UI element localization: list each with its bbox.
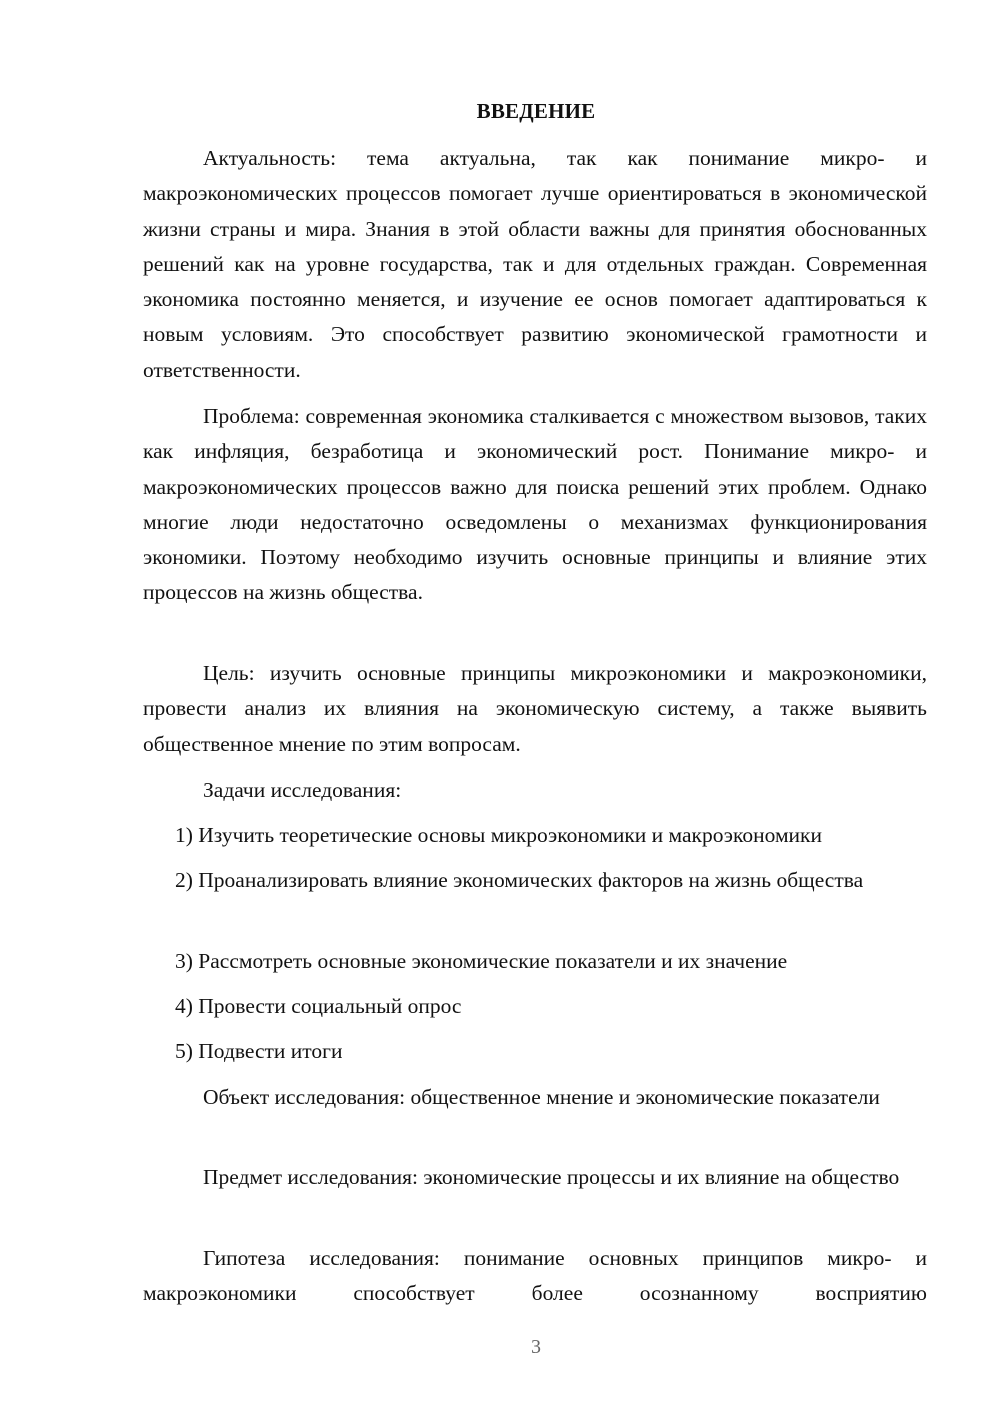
section-heading: ВВЕДЕНИЕ <box>476 99 596 123</box>
task-item-2: 2) Проанализировать влияние экономических факторов на жизнь общества <box>175 868 864 892</box>
tasks-title: Задачи исследования: <box>203 778 402 802</box>
page-number: 3 <box>531 1336 541 1358</box>
hypothesis-paragraph: Гипотеза исследования: понимание основных принципов микро- и макроэкономики способствует более осознанному восприятию <box>143 1246 927 1306</box>
task-item-1: 1) Изучить теоретические основы микроэкономики и макроэкономики <box>175 823 823 847</box>
problem-paragraph: Проблема: современная экономика сталкивается с множеством вызовов, таких как инфляция, безработица и экономический рост. Понимание микро- и макроэкономических процессов важно для поиска решений этих проблем. Однако многие люди недостаточно осведомлены о механизмах функционирования экономики. Поэтому необходимо изучить основные принципы и влияние этих процессов на жизнь общества. <box>143 404 927 605</box>
goal-paragraph: Цель: изучить основные принципы микроэкономики и макроэкономики, провести анализ их влияния на экономическую систему, а также выявить общественное мнение по этим вопросам. <box>143 661 927 756</box>
task-item-4: 4) Провести социальный опрос <box>175 994 462 1018</box>
object-paragraph: Объект исследования: общественное мнение и экономические показатели <box>203 1085 880 1109</box>
task-item-3: 3) Рассмотреть основные экономические показатели и их значение <box>175 949 788 973</box>
subject-paragraph: Предмет исследования: экономические процессы и их влияние на общество <box>203 1165 900 1189</box>
task-item-5: 5) Подвести итоги <box>175 1039 343 1063</box>
relevance-paragraph: Актуальность: тема актуальна, так как понимание микро- и макроэкономических процессов помогает лучше ориентироваться в экономической жизни страны и мира. Знания в этой области важны для принятия обоснованных решений как на уровне государства, так и для отдельных граждан. Современная экономика постоянно меняется, и изучение ее основ помогает адаптироваться к новым условиям. Это способствует развитию экономической грамотности и ответственности. <box>143 146 927 382</box>
